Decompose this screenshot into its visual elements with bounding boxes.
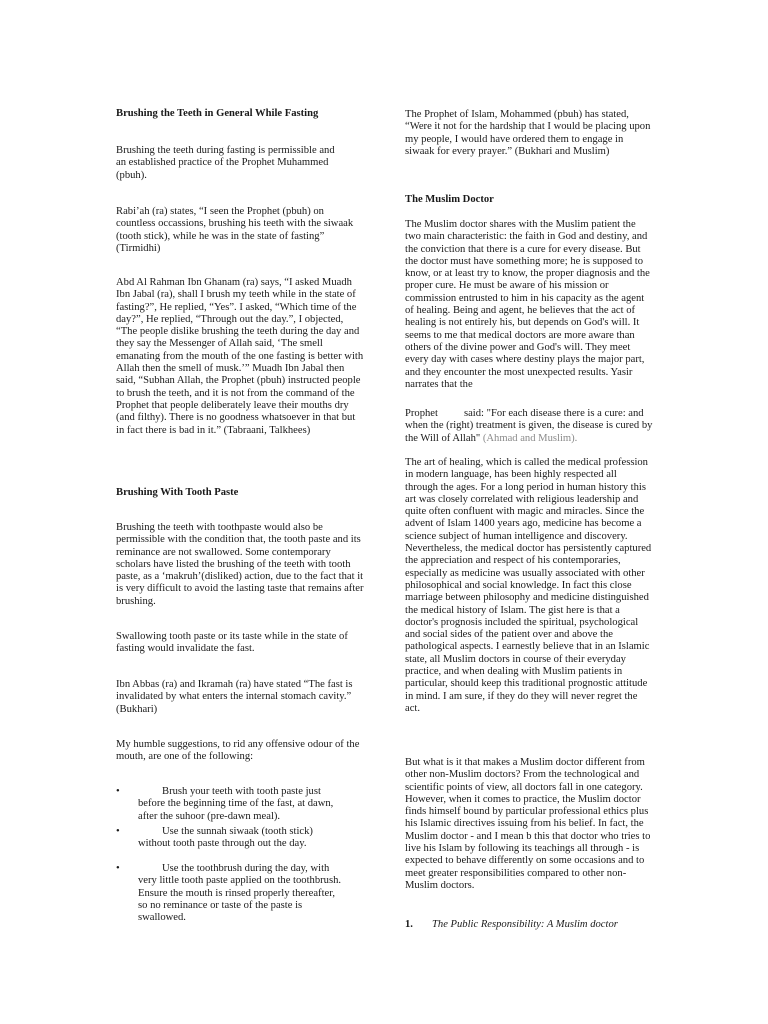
paragraph-prophet-said	[405, 408, 655, 445]
numbered-item	[405, 919, 652, 933]
quote-source: (Ahmad and Muslim).	[482, 432, 578, 444]
heading-brushing-tooth-paste: Brushing With Tooth Paste	[116, 487, 239, 498]
bullet-icon: •	[116, 826, 120, 837]
paragraph-rabiah: Rabi’ah (ra) states, “I seen the Prophet (pbuh) on countless occassions, brushing his teeth with the siwaak (tooth stick), while he was in the state of fasting” (Tirmidhi)	[116, 206, 354, 254]
numbered-item-label: 1.	[405, 919, 413, 930]
paragraph-toothpaste: Brushing the teeth with toothpaste would also be permissible with the condition that, the tooth paste and its reminance are not swallowed. Some contemporary scholars have listed the brushing of the teeth with tooth paste, as a ‘makruh’(disliked) action, due to the fact that it is very difficult to avoid the lasting taste that remains after brushing.	[116, 522, 364, 607]
paragraph-muslim-doctor: The Muslim doctor shares with the Muslim patient the two main characteristic: the faith in God and destiny, and the conviction that there is a cure for every disease. But the doctor must have something more; he is supposed to know, or at least try to know, the proper diagnosis and the proper cure. He must be aware of his mission or commission entrusted to him in his capacity as the agent of healing. Being and agent, he believes that the act of healing is not entirely his, but depends on God's will. It seems to me that medical doctors are more aware than others of the divine power and God's will. They meet every day with cases where destiny plays the major part, and they encounter the most unexpected results. Yasir narrates that the	[405, 219, 650, 390]
list-item-text: Brush your teeth with tooth paste just before the beginning time of the fast, at dawn, after the suhoor (pre-dawn meal).	[138, 786, 334, 822]
prophet-label: Prophet	[405, 408, 438, 419]
list-item-text: Use the sunnah siwaak (tooth stick) without tooth paste through out the day.	[138, 826, 313, 850]
paragraph-what-makes-different: But what is it that makes a Muslim doctor different from other non-Muslim doctors? From the technological and scientific points of view, all doctors fall in one category. However, when it comes to practice, the Muslim doctor finds himself bound by particular professional ethics plus his Islamic directives issuing from his belief. In fact, the Muslim doctor - and I mean b this that doctor who tries to live his Islam by following its teachings all through - is expected to behave differently on some occasions and to meet greater responsibilities compared to other non-Muslim doctors.	[405, 757, 651, 891]
list-item-text: Use the toothbrush during the day, with very little tooth paste applied on the toothbrush. Ensure the mouth is rinsed properly thereafter, so no reminance or taste of the paste is swallowed.	[138, 863, 342, 924]
paragraph-prophet-of-islam: The Prophet of Islam, Mohammed (pbuh) has stated, “Were it not for the hardship that I would be placing upon my people, I would have ordered them to engage in siwaak for every prayer.” (Bukhari and Muslim)	[405, 109, 651, 157]
numbered-item-text: The Public Responsibility: A Muslim doctor	[432, 919, 618, 930]
list-item	[116, 863, 364, 927]
prophet-quote: said: "For each disease there is a cure: and when the (right) treatment is given, the disease is cured by the Will of Allah"	[405, 408, 653, 444]
bullet-icon: •	[116, 863, 120, 874]
paragraph-art-of-healing: The art of healing, which is called the medical profession in modern language, has been highly respected all through the ages. For a long period in human history this art was closely correlated with religious leadership and quite often confluent with magic and miracles. Since the advent of Islam 1400 years ago, medicine has become a science subject of human intelligence and discovery. Nevertheless, the medical doctor has persistently captured the appreciation and respect of his contemporaries, especially as medicine was usually associated with other philosophical and social knowledge. In fact this close marriage between philosophy and medicine distinguished the medical history of Islam. The gist here is that a doctor's prognosis included the spiritual, psychological and social sides of the patient over and above the pathological aspects. I earnestly believe that in an Islamic state, all Muslim doctors in course of their everyday practice, and when dealing with Muslim patients in particular, should keep this traditional prognostic attitude in mind. I am sure, if they do they will never regret the act.	[405, 457, 652, 714]
paragraph-ibn-abbas: Ibn Abbas (ra) and Ikramah (ra) have stated “The fast is invalidated by what enters the internal stomach cavity.” (Bukhari)	[116, 679, 353, 715]
bullet-icon: •	[116, 786, 120, 797]
list-item	[116, 826, 364, 862]
paragraph-swallowing: Swallowing tooth paste or its taste while in the state of fasting would invalidate the fast.	[116, 631, 348, 655]
paragraph-permissible: Brushing the teeth during fasting is permissible and an established practice of the Prophet Muhammed (pbuh).	[116, 145, 335, 181]
heading-muslim-doctor: The Muslim Doctor	[405, 194, 494, 205]
paragraph-suggestions: My humble suggestions, to rid any offensive odour of the mouth, are one of the following:	[116, 739, 360, 763]
paragraph-abd-al-rahman: Abd Al Rahman Ibn Ghanam (ra) says, “I asked Muadh Ibn Jabal (ra), shall I brush my teeth while in the state of fasting?”, He replied, “Yes”. I asked, “Which time of the day?”, He replied, “Through out the day.”, I objected, “The people dislike brushing the teeth during the day and they say the Messenger of Allah said, ‘The smell emanating from the mouth of the one fasting is better with Allah then the smell of musk.’” Muadh Ibn Jabal then said, “Subhan Allah, the Prophet (pbuh) instructed people to brush the teeth, and it is not from the command of the Prophet that people deliberately leave their mouths dry (and filthy). There is no goodness whatsoever in that but in fact there is bad in it.” (Tabraani, Talkhees)	[116, 277, 364, 436]
list-item	[116, 786, 364, 826]
heading-brushing-while-fasting: Brushing the Teeth in General While Fasting	[116, 108, 319, 119]
